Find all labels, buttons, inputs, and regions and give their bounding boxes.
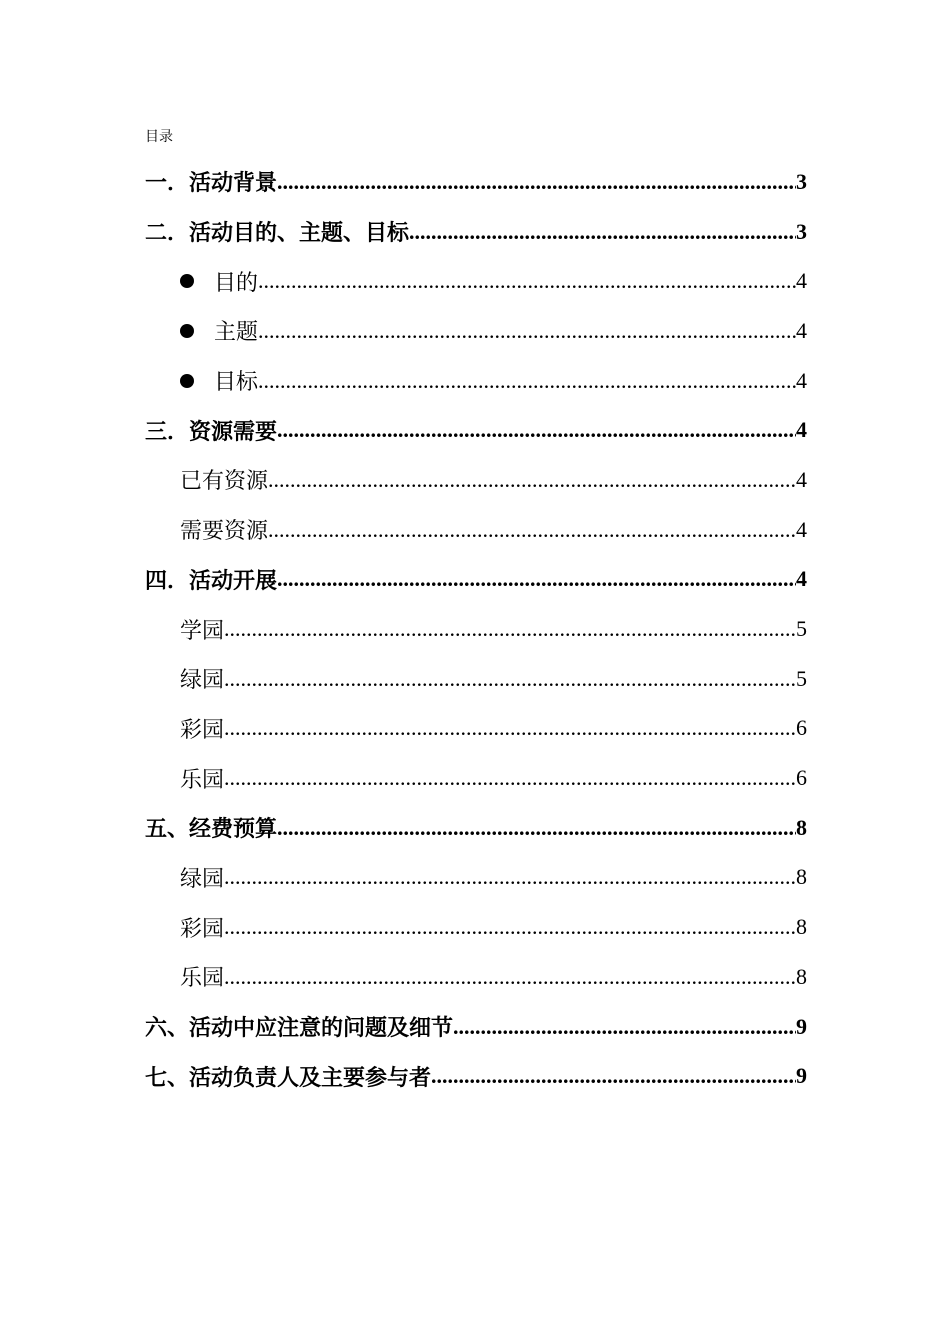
toc-entry[interactable]: [145, 853, 807, 903]
toc-page-number: 6: [796, 715, 807, 741]
toc-entry-title: 乐园: [180, 767, 225, 793]
toc-entry-title: 需要资源: [180, 519, 269, 545]
toc-entry[interactable]: [145, 455, 807, 505]
toc-entry-title: 彩园: [180, 916, 225, 942]
toc-dot-leader: [277, 566, 796, 592]
toc-page-number: 4: [796, 317, 807, 343]
toc-page-number: 4: [796, 516, 807, 542]
toc-dot-leader: [224, 864, 796, 890]
toc-dot-leader: [409, 219, 796, 245]
toc-entry[interactable]: [145, 256, 807, 306]
toc-entry[interactable]: [145, 952, 807, 1002]
toc-dot-leader: [258, 268, 796, 294]
toc-entry-title: 一．活动背景: [145, 171, 278, 197]
toc-page-number: 4: [796, 367, 807, 393]
toc-dot-leader: [277, 417, 796, 443]
toc-entry-title: 目标: [214, 370, 259, 396]
toc-entry[interactable]: [145, 803, 807, 853]
toc-page-number: 3: [796, 168, 807, 194]
toc-page-number: 4: [796, 466, 807, 492]
toc-dot-leader: [224, 765, 796, 791]
toc-dot-leader: [224, 666, 796, 692]
toc-page-number: 3: [796, 218, 807, 244]
toc-page-number: 5: [796, 616, 807, 642]
toc-page-number: 8: [796, 814, 807, 840]
toc-page-number: 9: [796, 1013, 807, 1039]
toc-page-number: 4: [796, 268, 807, 294]
toc-entry[interactable]: [145, 753, 807, 803]
bullet-icon: [180, 374, 194, 388]
toc-entry-title: 绿园: [180, 866, 225, 892]
toc-entry[interactable]: [145, 356, 807, 406]
toc-entry-title: 已有资源: [180, 469, 269, 495]
toc-dot-leader: [268, 467, 796, 493]
table-of-contents: [145, 157, 807, 1101]
toc-dot-leader: [431, 1063, 796, 1089]
toc-entry-title: 六、活动中应注意的问题及细节: [145, 1016, 454, 1042]
toc-dot-leader: [268, 517, 796, 543]
toc-entry[interactable]: [145, 654, 807, 704]
toc-page-number: 8: [796, 864, 807, 890]
toc-entry-title: 七、活动负责人及主要参与者: [145, 1065, 432, 1091]
toc-dot-leader: [277, 169, 796, 195]
toc-page-number: 5: [796, 665, 807, 691]
bullet-icon: [180, 324, 194, 338]
toc-page-number: 4: [796, 566, 807, 592]
toc-dot-leader: [258, 368, 796, 394]
toc-entry-title: 乐园: [180, 966, 225, 992]
toc-entry[interactable]: [145, 1002, 807, 1052]
toc-entry[interactable]: [145, 1051, 807, 1101]
toc-entry[interactable]: [145, 604, 807, 654]
toc-entry[interactable]: [145, 405, 807, 455]
toc-entry-title: 主题: [214, 320, 259, 346]
toc-entry-title: 学园: [180, 618, 225, 644]
toc-entry-title: 三．资源需要: [145, 419, 278, 445]
toc-entry-title: 四．活动开展: [145, 568, 278, 594]
toc-dot-leader: [224, 616, 796, 642]
toc-dot-leader: [224, 914, 796, 940]
toc-dot-leader: [224, 715, 796, 741]
toc-page-number: 8: [796, 963, 807, 989]
toc-entry[interactable]: [145, 704, 807, 754]
toc-page-number: 4: [796, 417, 807, 443]
toc-entry-title: 目的: [214, 270, 259, 296]
toc-entry-title: 彩园: [180, 717, 225, 743]
toc-entry-title: 二．活动目的、主题、目标: [145, 221, 410, 247]
toc-entry[interactable]: [145, 505, 807, 555]
toc-dot-leader: [277, 815, 796, 841]
toc-entry[interactable]: [145, 555, 807, 605]
toc-entry-title: 五、经费预算: [145, 817, 278, 843]
toc-dot-leader: [258, 318, 796, 344]
bullet-icon: [180, 274, 194, 288]
toc-page-number: 8: [796, 914, 807, 940]
toc-page-number: 6: [796, 765, 807, 791]
toc-entry[interactable]: [145, 207, 807, 257]
toc-entry-title: 绿园: [180, 668, 225, 694]
toc-entry[interactable]: [145, 306, 807, 356]
toc-dot-leader: [224, 964, 796, 990]
toc-heading: 目录: [145, 129, 173, 145]
toc-dot-leader: [453, 1014, 796, 1040]
toc-entry[interactable]: [145, 902, 807, 952]
toc-page-number: 9: [796, 1063, 807, 1089]
toc-entry[interactable]: [145, 157, 807, 207]
